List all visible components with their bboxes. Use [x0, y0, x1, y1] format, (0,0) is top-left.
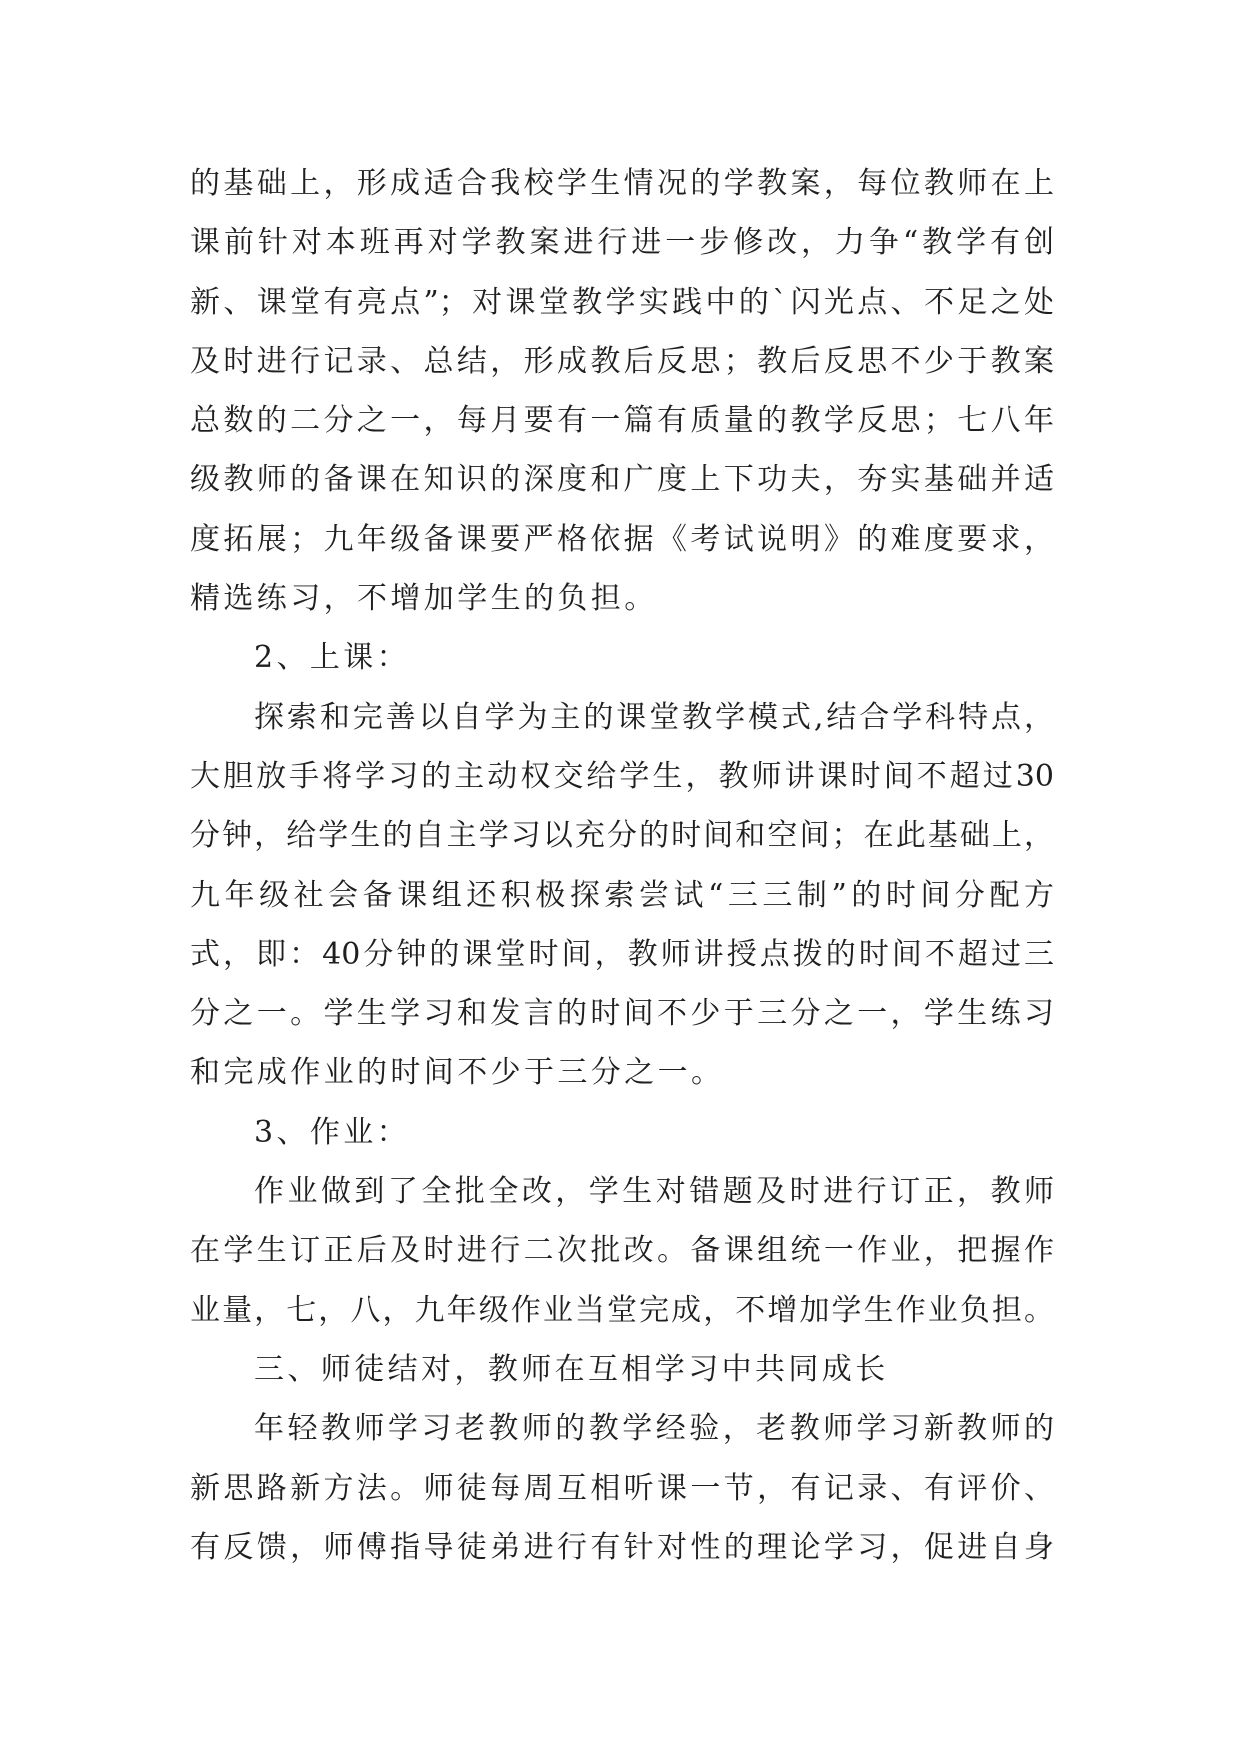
text-line: 3、作业： [254, 1114, 411, 1150]
text-line: 新、课堂有亮点”；对课堂教学实践中的`闪光点、不足之处 [190, 284, 1054, 320]
text-line: 新思路新方法。师徒每周互相听课一节，有记录、有评价、 [190, 1470, 1054, 1506]
text-line: 九年级社会备课组还积极探索尝试“三三制”的时间分配方 [190, 877, 1054, 913]
text-line: 分钟，给学生的自主学习以充分的时间和空间；在此基础上， [190, 818, 1054, 854]
text-line: 年轻教师学习老教师的教学经验，老教师学习新教师的 [254, 1411, 1054, 1447]
text-line: 级教师的备课在知识的深度和广度上下功夫，夯实基础并适 [190, 462, 1054, 498]
text-line: 在学生订正后及时进行二次批改。备课组统一作业，把握作 [190, 1233, 1054, 1269]
text-line: 大胆放手将学习的主动权交给学生，教师讲课时间不超过30 [190, 758, 1054, 794]
text-line: 作业做到了全批全改，学生对错题及时进行订正，教师 [254, 1174, 1054, 1210]
text-line: 精选练习，不增加学生的负担。 [190, 581, 658, 617]
text-line: 三、师徒结对，教师在互相学习中共同成长 [254, 1351, 889, 1387]
text-line: 2、上课： [254, 640, 411, 676]
text-line: 的基础上，形成适合我校学生情况的学教案，每位教师在上 [190, 166, 1054, 201]
text-line: 度拓展；九年级备课要严格依据《考试说明》的难度要求， [190, 521, 1054, 557]
text-line: 总数的二分之一，每月要有一篇有质量的教学反思；七八年 [190, 403, 1054, 439]
text-line: 业量，七，八，九年级作业当堂完成，不增加学生作业负担。 [190, 1292, 1054, 1328]
text-line: 探索和完善以自学为主的课堂教学模式,结合学科特点， [254, 699, 1054, 735]
text-line: 课前针对本班再对学教案进行进一步修改，力争“教学有创 [190, 225, 1054, 261]
text-line: 及时进行记录、总结，形成教后反思；教后反思不少于教案 [190, 343, 1054, 379]
document-body [190, 154, 1054, 1577]
text-line: 和完成作业的时间不少于三分之一。 [190, 1055, 725, 1091]
text-line: 有反馈，师傅指导徒弟进行有针对性的理论学习，促进自身 [190, 1529, 1054, 1565]
text-line: 分之一。学生学习和发言的时间不少于三分之一，学生练习 [190, 996, 1054, 1032]
text-line: 式，即：40分钟的课堂时间，教师讲授点拨的时间不超过三 [190, 936, 1054, 972]
